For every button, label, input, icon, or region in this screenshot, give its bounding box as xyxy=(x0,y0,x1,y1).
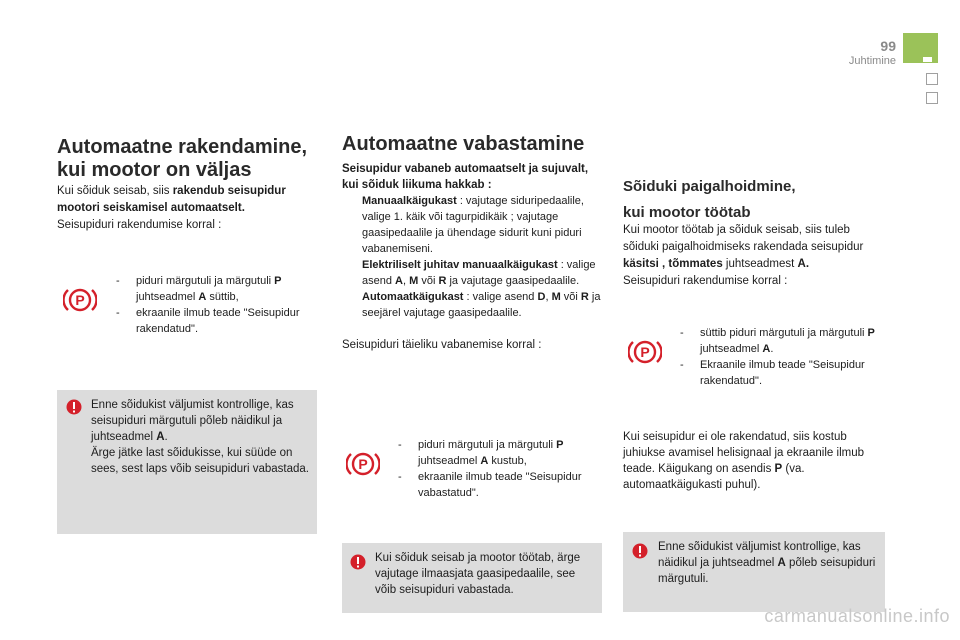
warning-icon xyxy=(350,554,366,570)
indicator-list xyxy=(116,273,316,337)
chapter-title: Juhtimine xyxy=(848,55,896,67)
intro-text: Kui sõiduk seisab, siis xyxy=(57,185,173,197)
section-title-line: kui mootor töötab xyxy=(623,204,751,221)
indicator-list xyxy=(398,437,608,501)
release-conditions-list xyxy=(342,193,604,321)
section-title-line: kui mootor on väljas xyxy=(57,159,252,181)
svg-text:P: P xyxy=(640,344,650,360)
warning-note-text: Enne sõidukist väljumist kontrollige, kas seisupiduri märgutuli põleb näidikul ja juhtseadmel A. Ärge jätke last sõidukisse, kui süüde on sees, sest laps võib seisupiduri vabastada. xyxy=(91,399,309,475)
list-item: - piduri märgutuli ja märgutuli P juhtseadmel A süttib, xyxy=(116,273,316,305)
section-title-automatic-apply xyxy=(57,136,317,182)
parking-brake-icon xyxy=(63,284,97,316)
section-intro: Kui mootor töötab ja sõiduk seisab, siis tuleb sõiduki paigalhoidmiseks rakendada seisupidur käsitsi , tõmmates juhtseadmest A. Seisupiduri rakendumise korral : xyxy=(623,224,864,287)
intro-line: Seisupiduri rakendumise korral : xyxy=(57,219,222,231)
warning-note-text: Kui sõiduk seisab ja mootor töötab, ärge vajutage ilmaasjata gaasipedaalile, see võib seisupiduri vabastada. xyxy=(375,552,581,596)
intro-bold: rakendub seisupidur mootori seiskamisel automaatselt. xyxy=(57,185,286,214)
nav-square-icon xyxy=(926,92,938,104)
section-title-hold-vehicle xyxy=(623,176,873,224)
hold-paragraph: Kui seisupidur ei ole rakendatud, siis kostub juhiukse avamisel helisignaal ja ekraanile ilmub teade. Käigukang on asendis P (va. automaatkäigukasti puhul). xyxy=(623,431,864,491)
parking-brake-icon xyxy=(628,336,662,368)
list-item: Manuaalkäigukast : vajutage siduripedaalile, valige 1. käik või tagurpidikäik ; vajutage gaasipedaalile ja ühendage sidurit kuni piduri vabanemiseni. xyxy=(362,195,584,255)
parking-brake-icon xyxy=(346,448,380,480)
section-title-line: Automaatne rakendamine, xyxy=(57,136,308,158)
indicator-list xyxy=(680,325,880,389)
release-closing: Seisupiduri täieliku vabanemise korral : xyxy=(342,339,542,351)
list-item: - Ekraanile ilmub teade "Seisupidur rakendatud". xyxy=(680,357,880,389)
warning-note xyxy=(57,390,317,534)
list-item: - ekraanile ilmub teade "Seisupidur rakendatud". xyxy=(116,305,316,337)
svg-text:P: P xyxy=(358,456,368,472)
chapter-tab-marker xyxy=(923,57,932,62)
page-number: 99 xyxy=(880,38,896,54)
list-item: Elektriliselt juhitav manuaalkäigukast : valige asend A, M või R ja vajutage gaasipedaalile. xyxy=(362,259,596,287)
warning-note-text: Enne sõidukist väljumist kontrollige, kas näidikul ja juhtseadmel A põleb seisupiduri märgutuli. xyxy=(658,541,876,585)
list-item: - piduri märgutuli ja märgutuli P juhtseadmel A kustub, xyxy=(398,437,608,469)
warning-icon xyxy=(66,399,82,415)
warning-note xyxy=(342,543,602,613)
svg-text:P: P xyxy=(75,292,85,308)
list-item: Automaatkäigukast : valige asend D, M või R ja seejärel vajutage gaasipedaalile. xyxy=(362,291,601,319)
section-title-line: Sõiduki paigalhoidmine, xyxy=(623,178,796,195)
list-item: - süttib piduri märgutuli ja märgutuli P juhtseadmel A. xyxy=(680,325,880,357)
nav-square-icon xyxy=(926,73,938,85)
watermark: carmanualsonline.info xyxy=(764,606,950,626)
chapter-tab xyxy=(903,33,938,63)
warning-icon xyxy=(632,543,648,559)
release-lead: Seisupidur vabaneb automaatselt ja sujuvalt, kui sõiduk liikuma hakkab : xyxy=(342,163,589,191)
section-title-automatic-release: Automaatne vabastamine xyxy=(342,133,585,155)
section-intro xyxy=(57,183,312,234)
warning-note xyxy=(623,532,885,612)
list-item: - ekraanile ilmub teade "Seisupidur vabastatud". xyxy=(398,469,608,501)
